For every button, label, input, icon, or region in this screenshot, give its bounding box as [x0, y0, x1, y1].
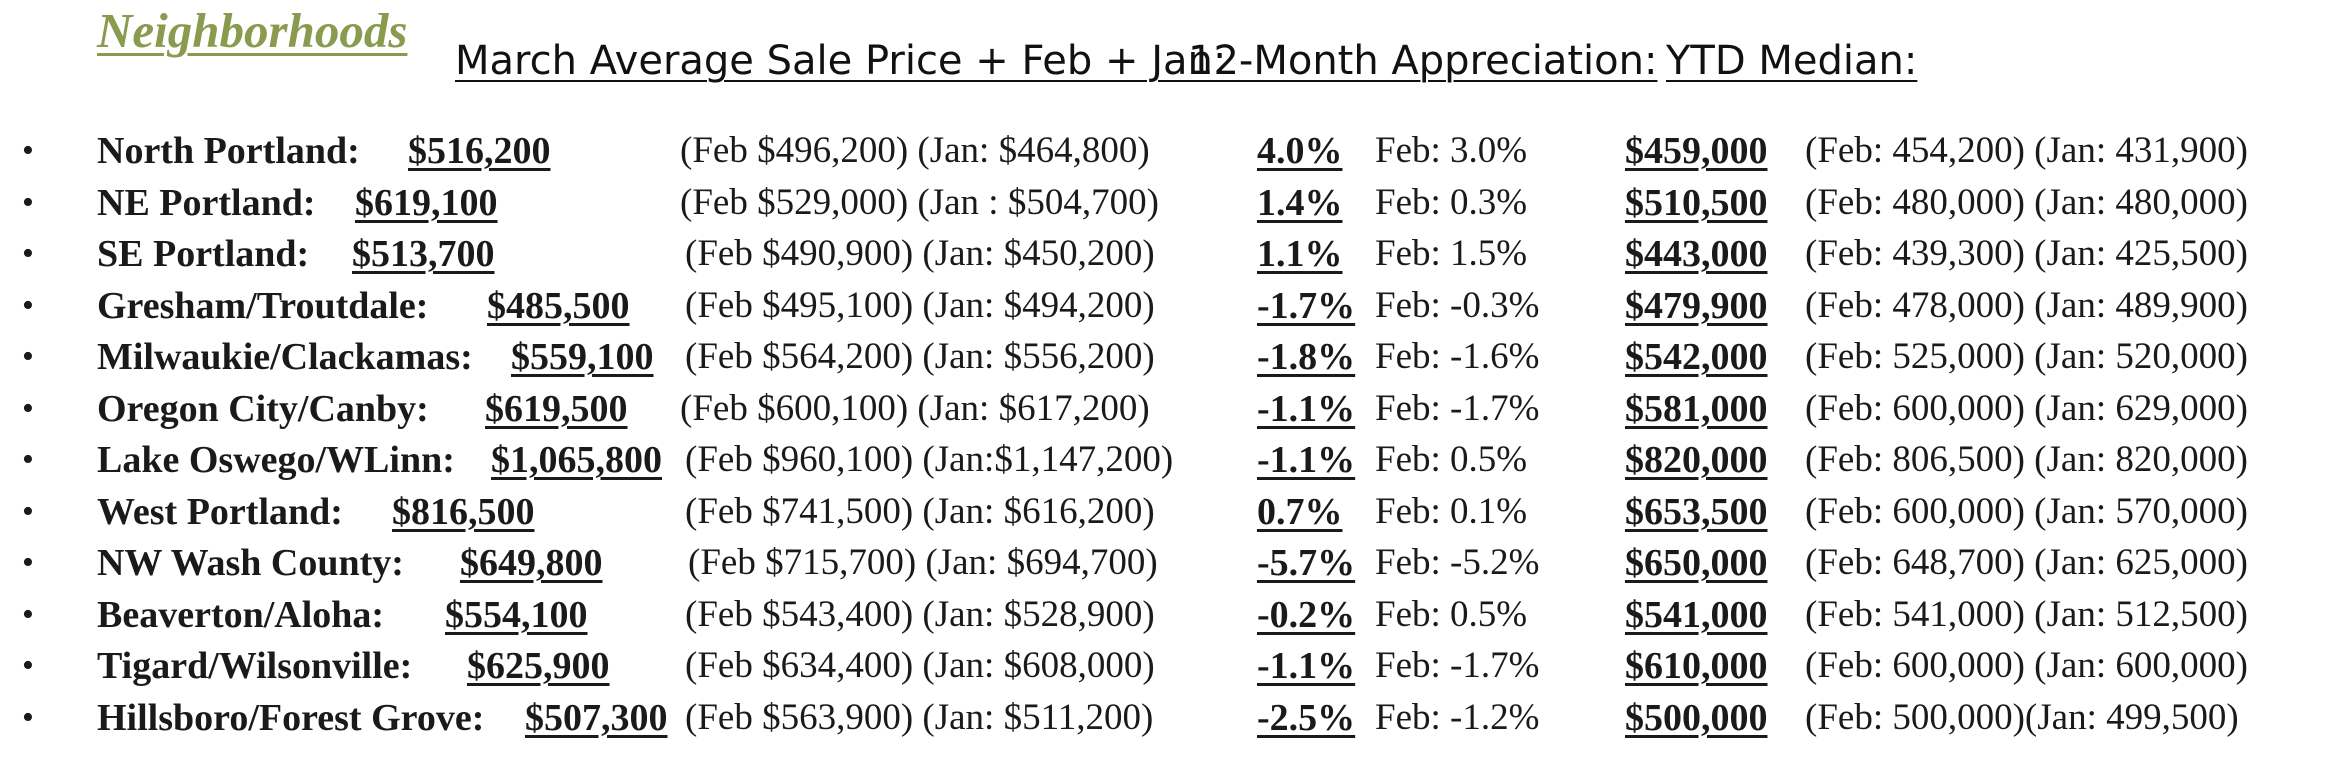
list-item	[0, 538, 2339, 588]
ytd-median: $459,000	[1625, 130, 1768, 172]
march-price: $516,200	[408, 130, 551, 172]
appreciation-value: -1.1%	[1257, 387, 1356, 430]
bullet-icon: •	[22, 132, 34, 169]
march-price: $485,500	[487, 284, 630, 327]
list-item	[0, 281, 2339, 331]
appreciation-value: -1.8%	[1257, 336, 1356, 378]
appreciation-value: -1.7%	[1257, 284, 1356, 327]
ytd-median: $581,000	[1625, 387, 1768, 430]
neighborhood-name: NE Portland:	[97, 181, 316, 224]
page-title: Neighborhoods	[97, 3, 408, 58]
neighborhood-name: North Portland:	[97, 130, 360, 172]
march-price: $619,500	[485, 387, 628, 430]
bullet-icon: •	[22, 389, 34, 427]
feb-jan-prices: (Feb $960,100) (Jan:$1,147,200)	[685, 439, 1174, 480]
ytd-median: $542,000	[1625, 336, 1768, 378]
march-price: $554,100	[445, 593, 588, 636]
march-price: $649,800	[460, 542, 603, 584]
feb-jan-prices: (Feb $715,700) (Jan: $694,700)	[688, 542, 1158, 583]
feb-jan-prices: (Feb $495,100) (Jan: $494,200)	[685, 284, 1155, 326]
ytd-feb-jan: (Feb: 454,200) (Jan: 431,900)	[1805, 130, 2248, 171]
ytd-feb-jan: (Feb: 478,000) (Jan: 489,900)	[1805, 284, 2248, 326]
appreciation-value: 1.1%	[1257, 233, 1343, 275]
appreciation-feb: Feb: -1.7%	[1375, 645, 1540, 686]
feb-jan-prices: (Feb $490,900) (Jan: $450,200)	[685, 233, 1155, 274]
neighborhood-name: Gresham/Troutdale:	[97, 284, 429, 327]
ytd-median: $443,000	[1625, 233, 1768, 275]
bullet-icon: •	[22, 235, 34, 272]
ytd-median: $541,000	[1625, 593, 1768, 636]
neighborhood-name: Milwaukie/Clackamas:	[97, 336, 473, 378]
ytd-median: $653,500	[1625, 490, 1768, 533]
neighborhood-name: Hillsboro/Forest Grove:	[97, 696, 485, 739]
bullet-icon: •	[22, 595, 34, 633]
appreciation-value: -1.1%	[1257, 439, 1356, 481]
neighborhood-name: Beaverton/Aloha:	[97, 593, 385, 636]
march-price: $816,500	[392, 490, 535, 533]
ytd-median: $500,000	[1625, 696, 1768, 739]
bullet-icon: •	[22, 492, 34, 530]
bullet-icon: •	[22, 338, 34, 375]
feb-jan-prices: (Feb $741,500) (Jan: $616,200)	[685, 490, 1155, 532]
list-item	[0, 384, 2339, 434]
list-item	[0, 126, 2339, 176]
appreciation-value: 1.4%	[1257, 181, 1343, 224]
march-price: $619,100	[355, 181, 498, 224]
list-item	[0, 641, 2339, 691]
neighborhood-name: West Portland:	[97, 490, 343, 533]
appreciation-feb: Feb: -1.7%	[1375, 387, 1540, 429]
march-price: $625,900	[467, 645, 610, 687]
march-price: $559,100	[511, 336, 654, 378]
feb-jan-prices: (Feb $543,400) (Jan: $528,900)	[685, 593, 1155, 635]
neighborhood-name: SE Portland:	[97, 233, 310, 275]
bullet-icon: •	[22, 647, 34, 684]
march-price: $1,065,800	[491, 439, 662, 481]
appreciation-value: -0.2%	[1257, 593, 1356, 636]
list-item	[0, 229, 2339, 279]
bullet-icon: •	[22, 544, 34, 581]
ytd-median: $510,500	[1625, 181, 1768, 224]
ytd-feb-jan: (Feb: 525,000) (Jan: 520,000)	[1805, 336, 2248, 377]
ytd-median: $479,900	[1625, 284, 1768, 327]
appreciation-feb: Feb: 1.5%	[1375, 233, 1528, 274]
appreciation-value: -2.5%	[1257, 696, 1356, 739]
ytd-feb-jan: (Feb: 648,700) (Jan: 625,000)	[1805, 542, 2248, 583]
bullet-icon: •	[22, 183, 34, 221]
feb-jan-prices: (Feb $634,400) (Jan: $608,000)	[685, 645, 1155, 686]
ytd-median: $610,000	[1625, 645, 1768, 687]
appreciation-value: -5.7%	[1257, 542, 1356, 584]
header-ytd: YTD Median:	[1666, 38, 1918, 84]
list-item	[0, 435, 2339, 485]
ytd-feb-jan: (Feb: 541,000) (Jan: 512,500)	[1805, 593, 2248, 635]
ytd-feb-jan: (Feb: 500,000)(Jan: 499,500)	[1805, 696, 2239, 738]
appreciation-feb: Feb: 3.0%	[1375, 130, 1528, 171]
march-price: $513,700	[352, 233, 495, 275]
appreciation-feb: Feb: 0.5%	[1375, 593, 1528, 635]
list-item	[0, 178, 2339, 228]
feb-jan-prices: (Feb $564,200) (Jan: $556,200)	[685, 336, 1155, 377]
neighborhood-name: Oregon City/Canby:	[97, 387, 429, 430]
neighborhood-name: NW Wash County:	[97, 542, 404, 584]
list-item	[0, 693, 2339, 743]
feb-jan-prices: (Feb $496,200) (Jan: $464,800)	[680, 130, 1150, 171]
list-item	[0, 487, 2339, 537]
bullet-icon: •	[22, 441, 34, 478]
appreciation-value: 0.7%	[1257, 490, 1343, 533]
ytd-feb-jan: (Feb: 600,000) (Jan: 629,000)	[1805, 387, 2248, 429]
feb-jan-prices: (Feb $600,100) (Jan: $617,200)	[680, 387, 1150, 429]
appreciation-feb: Feb: -5.2%	[1375, 542, 1540, 583]
appreciation-value: -1.1%	[1257, 645, 1356, 687]
appreciation-value: 4.0%	[1257, 130, 1343, 172]
ytd-median: $650,000	[1625, 542, 1768, 584]
neighborhood-name: Tigard/Wilsonville:	[97, 645, 413, 687]
header-appreciation: 12-Month Appreciation:	[1188, 38, 1658, 84]
march-price: $507,300	[525, 696, 668, 739]
ytd-feb-jan: (Feb: 600,000) (Jan: 570,000)	[1805, 490, 2248, 532]
neighborhood-name: Lake Oswego/WLinn:	[97, 439, 455, 481]
appreciation-feb: Feb: 0.5%	[1375, 439, 1528, 480]
ytd-feb-jan: (Feb: 806,500) (Jan: 820,000)	[1805, 439, 2248, 480]
feb-jan-prices: (Feb $529,000) (Jan : $504,700)	[680, 181, 1159, 223]
ytd-feb-jan: (Feb: 480,000) (Jan: 480,000)	[1805, 181, 2248, 223]
bullet-icon: •	[22, 698, 34, 736]
list-item	[0, 332, 2339, 382]
appreciation-feb: Feb: 0.3%	[1375, 181, 1528, 223]
list-item	[0, 590, 2339, 640]
appreciation-feb: Feb: -1.2%	[1375, 696, 1540, 738]
appreciation-feb: Feb: -1.6%	[1375, 336, 1540, 377]
feb-jan-prices: (Feb $563,900) (Jan: $511,200)	[685, 696, 1154, 738]
bullet-icon: •	[22, 286, 34, 324]
header-price: March Average Sale Price + Feb + Jan:	[455, 38, 1227, 84]
appreciation-feb: Feb: 0.1%	[1375, 490, 1528, 532]
ytd-feb-jan: (Feb: 600,000) (Jan: 600,000)	[1805, 645, 2248, 686]
ytd-feb-jan: (Feb: 439,300) (Jan: 425,500)	[1805, 233, 2248, 274]
ytd-median: $820,000	[1625, 439, 1768, 481]
appreciation-feb: Feb: -0.3%	[1375, 284, 1540, 326]
